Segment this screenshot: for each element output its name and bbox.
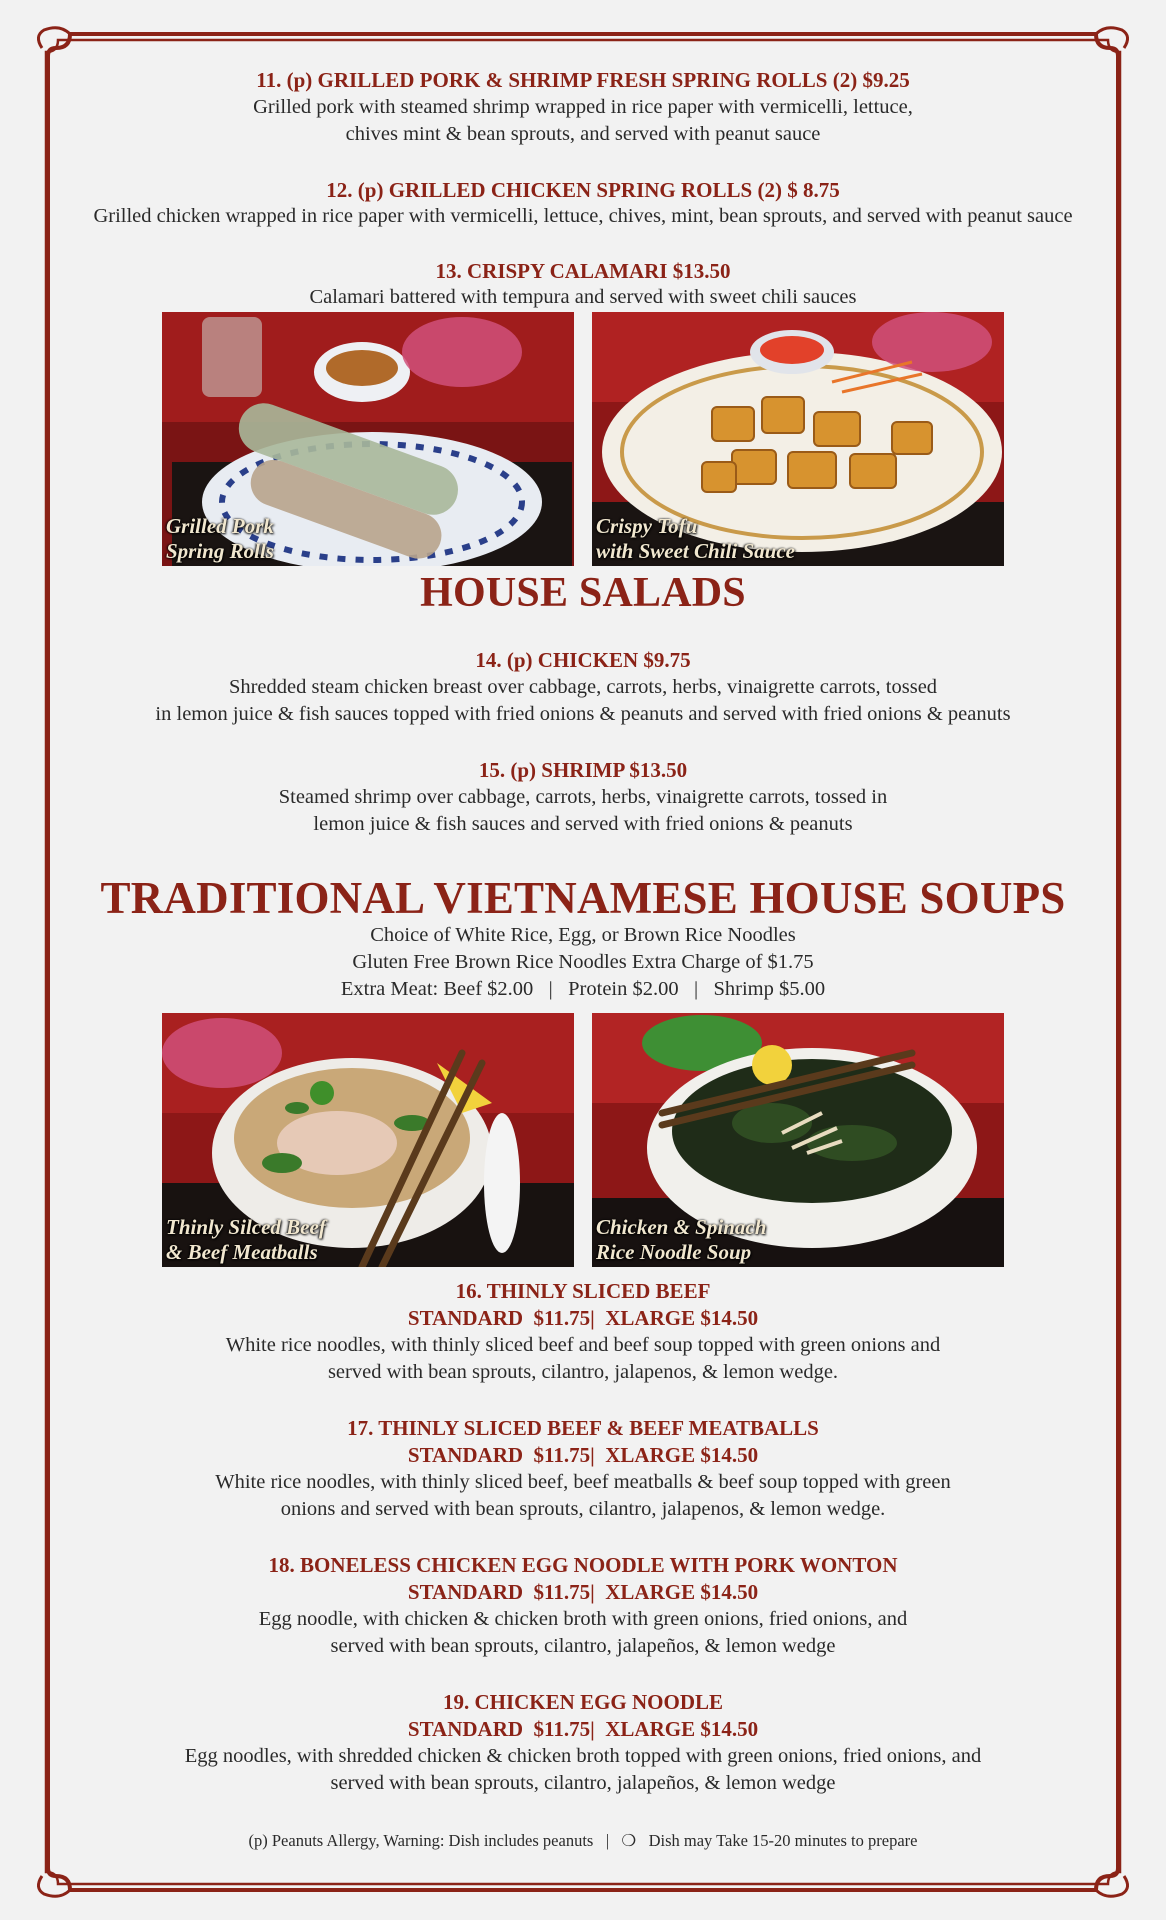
item-19-desc-line2: served with bean sprouts, cilantro, jalapeños, & lemon wedge bbox=[330, 1772, 836, 1794]
item-16-price: STANDARD $11.75| XLARGE $14.50 bbox=[407, 1306, 759, 1330]
caption-line1: Crispy Tofu bbox=[596, 514, 698, 538]
item-19-desc-line1: Egg noodles, with shredded chicken & chicken broth topped with green onions, fried onions, and bbox=[184, 1745, 982, 1767]
item-17-desc-line1: White rice noodles, with thinly sliced beef, beef meatballs & beef soup topped with green bbox=[215, 1471, 951, 1493]
item-11-desc-line2: chives mint & bean sprouts, and served with peanut sauce bbox=[345, 123, 821, 145]
caption-line1: Chicken & Spinach bbox=[596, 1215, 767, 1239]
item-12-title: 12. (p) GRILLED CHICKEN SPRING ROLLS (2) $ 8.75 bbox=[326, 178, 840, 202]
caption-line1: Grilled Pork bbox=[166, 514, 274, 538]
item-16-desc-line2: served with bean sprouts, cilantro, jalapenos, & lemon wedge. bbox=[327, 1361, 839, 1383]
item-15-title: 15. (p) SHRIMP $13.50 bbox=[478, 758, 688, 782]
item-11-title: 11. (p) GRILLED PORK & SHRIMP FRESH SPRING ROLLS (2) $9.25 bbox=[256, 68, 910, 92]
item-13-desc: Calamari battered with tempura and served with sweet chili sauces bbox=[309, 286, 857, 308]
caption-line2: with Sweet Chili Sauce bbox=[596, 539, 795, 563]
item-18-desc-line1: Egg noodle, with chicken & chicken broth with green onions, fried onions, and bbox=[258, 1608, 908, 1630]
caption-line1: Thinly Silced Beef bbox=[166, 1215, 326, 1239]
prep-time-note: Dish may Take 15-20 minutes to prepare bbox=[648, 1831, 918, 1850]
photo-chicken-spinach-soup bbox=[592, 1013, 1004, 1267]
photo-beef-pho bbox=[162, 1013, 574, 1267]
item-19-price: STANDARD $11.75| XLARGE $14.50 bbox=[407, 1717, 759, 1741]
photo-spring-rolls bbox=[162, 312, 574, 566]
caption-line2: Rice Noodle Soup bbox=[596, 1240, 752, 1264]
peanut-allergy-note: (p) Peanuts Allergy, Warning: Dish includes peanuts bbox=[248, 1831, 594, 1850]
photo-spring-rolls-caption bbox=[166, 514, 274, 564]
item-17-desc-line2: onions and served with bean sprouts, cilantro, jalapenos, & lemon wedge. bbox=[280, 1498, 886, 1520]
item-18-title: 18. BONELESS CHICKEN EGG NOODLE WITH PORK WONTON bbox=[268, 1553, 898, 1577]
footer-separator: | bbox=[605, 1831, 610, 1850]
item-17-price: STANDARD $11.75| XLARGE $14.50 bbox=[407, 1443, 759, 1467]
item-12-desc: Grilled chicken wrapped in rice paper with vermicelli, lettuce, chives, mint, bean sprouts, and served with peanut sauce bbox=[93, 205, 1073, 227]
house-salads-heading: HOUSE SALADS bbox=[420, 570, 746, 616]
photo-crispy-tofu bbox=[592, 312, 1004, 566]
item-19-title: 19. CHICKEN EGG NOODLE bbox=[442, 1690, 724, 1714]
soups-noodle-choice: Choice of White Rice, Egg, or Brown Rice Noodles bbox=[370, 924, 796, 946]
soups-extra-meat: Extra Meat: Beef $2.00 | Protein $2.00 | Shrimp $5.00 bbox=[340, 978, 826, 1000]
item-18-desc-line2: served with bean sprouts, cilantro, jalapeños, & lemon wedge bbox=[330, 1635, 836, 1657]
item-14-desc-line1: Shredded steam chicken breast over cabbage, carrots, herbs, vinaigrette carrots, tossed bbox=[228, 676, 938, 698]
photo-crispy-tofu-caption bbox=[596, 514, 795, 564]
house-soups-heading: TRADITIONAL VIETNAMESE HOUSE SOUPS bbox=[100, 873, 1066, 923]
prep-time-icon: ❍ bbox=[621, 1831, 637, 1850]
item-16-title: 16. THINLY SLICED BEEF bbox=[455, 1279, 711, 1303]
item-13-title: 13. CRISPY CALAMARI $13.50 bbox=[435, 259, 731, 283]
photo-chicken-spinach-caption bbox=[596, 1215, 766, 1265]
item-11-desc-line1: Grilled pork with steamed shrimp wrapped in rice paper with vermicelli, lettuce, bbox=[253, 96, 913, 118]
photo-beef-pho-caption bbox=[166, 1215, 326, 1265]
caption-line2: & Beef Meatballs bbox=[166, 1240, 318, 1264]
item-15-desc-line2: lemon juice & fish sauces and served with fried onions & peanuts bbox=[313, 813, 853, 835]
caption-line2: Spring Rolls bbox=[166, 539, 274, 563]
soups-gluten-free-note: Gluten Free Brown Rice Noodles Extra Charge of $1.75 bbox=[352, 951, 814, 973]
item-18-price: STANDARD $11.75| XLARGE $14.50 bbox=[407, 1580, 759, 1604]
item-17-title: 17. THINLY SLICED BEEF & BEEF MEATBALLS bbox=[347, 1416, 819, 1440]
item-16-desc-line1: White rice noodles, with thinly sliced beef and beef soup topped with green onions and bbox=[225, 1334, 941, 1356]
item-15-desc-line1: Steamed shrimp over cabbage, carrots, herbs, vinaigrette carrots, tossed in bbox=[278, 786, 888, 808]
footer-notes bbox=[0, 1830, 1166, 1852]
item-14-title: 14. (p) CHICKEN $9.75 bbox=[475, 648, 691, 672]
item-14-desc-line2: in lemon juice & fish sauces topped with fried onions & peanuts and served with fried onions & peanuts bbox=[155, 703, 1011, 725]
